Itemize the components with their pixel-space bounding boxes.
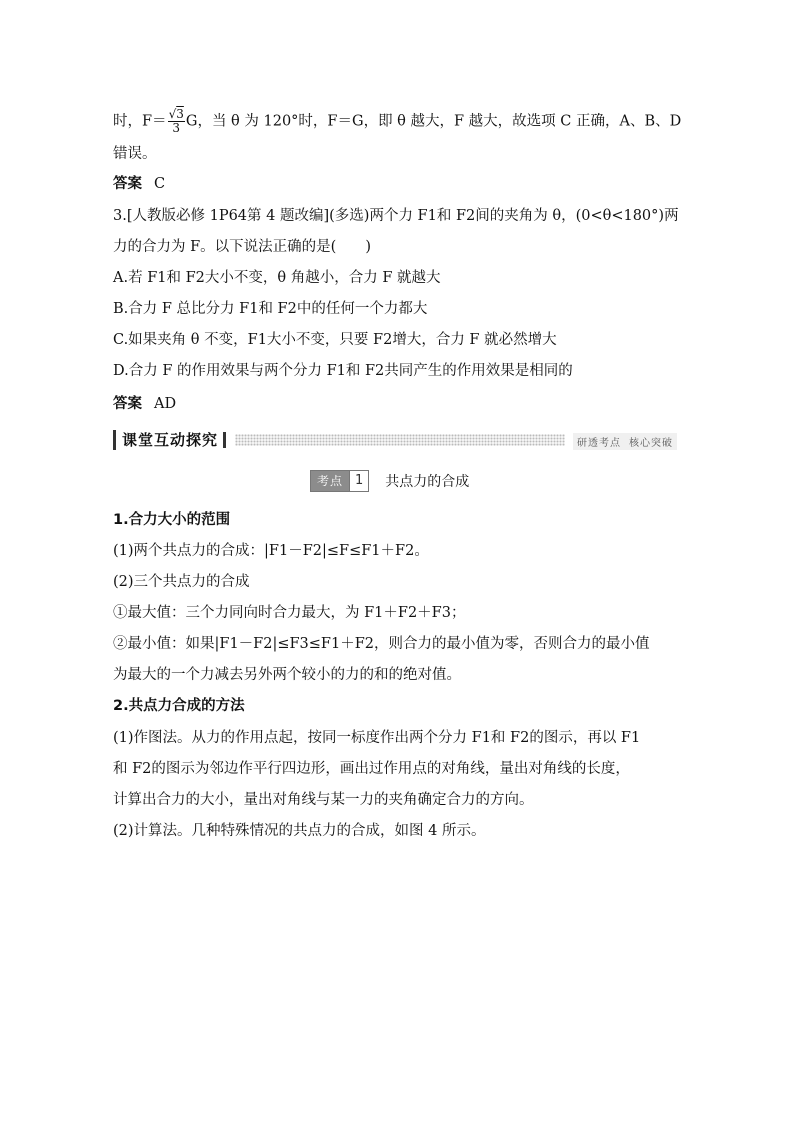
paragraph: ①最大值：三个力同向时合力最大，为 F1＋F2＋F3； bbox=[113, 605, 466, 621]
intro-line-2: 错误。 bbox=[113, 146, 157, 162]
section-title: 课堂互动探究 bbox=[113, 430, 218, 450]
kaodian-number: 1 bbox=[349, 471, 368, 491]
subheading-methods: 2.共点力合成的方法 bbox=[113, 698, 245, 714]
paragraph: 为最大的一个力减去另外两个较小的力的和的绝对值。 bbox=[113, 667, 461, 683]
kaodian-badge bbox=[310, 470, 369, 492]
option-a: A.若 F1和 F2大小不变，θ 角越小，合力 F 就越大 bbox=[113, 270, 441, 286]
section-dotted-divider bbox=[235, 434, 565, 446]
paragraph: (1)两个共点力的合成：|F1－F2|≤F≤F1＋F2。 bbox=[113, 543, 429, 559]
intro-prefix: 时，F＝ bbox=[113, 113, 167, 130]
sqrt3-over-3-fraction: $\frac{√3}{3}$ bbox=[168, 107, 184, 135]
paragraph: ②最小值：如果|F1－F2|≤F3≤F1＋F2，则合力的最小值为零，否则合力的最小值 bbox=[113, 636, 650, 652]
answer-label: 答案 bbox=[113, 395, 142, 412]
answer-value: C bbox=[154, 176, 166, 192]
section-header-bar bbox=[113, 430, 677, 450]
answer-value: AD bbox=[154, 396, 177, 412]
option-b: B.合力 F 总比分力 F1和 F2中的任何一个力都大 bbox=[113, 301, 428, 317]
paragraph: 和 F2的图示为邻边作平行四边形，画出过作用点的对角线，量出对角线的长度， bbox=[113, 761, 630, 777]
kaodian-title: 共点力的合成 bbox=[385, 474, 470, 490]
intro-line-1 bbox=[113, 108, 681, 135]
section-tag: 核心突破 bbox=[629, 438, 673, 449]
kaodian-label: 考点 bbox=[311, 471, 349, 491]
subheading-range: 1.合力大小的范围 bbox=[113, 512, 231, 528]
option-c: C.如果夹角 θ 不变，F1大小不变，只要 F2增大，合力 F 就必然增大 bbox=[113, 332, 557, 348]
paragraph: (1)作图法。从力的作用点起，按同一标度作出两个分力 F1和 F2的图示，再以 F1 bbox=[113, 730, 641, 746]
paragraph: (2)计算法。几种特殊情况的共点力的合成，如图 4 所示。 bbox=[113, 823, 486, 839]
paragraph: (2)三个共点力的合成 bbox=[113, 574, 250, 590]
kaodian-heading bbox=[310, 470, 469, 492]
option-d: D.合力 F 的作用效果与两个分力 F1和 F2共同产生的作用效果是相同的 bbox=[113, 363, 573, 379]
intro-rest: G，当 θ 为 120°时，F＝G，即 θ 越大，F 越大，故选项 C 正确，A、B、D bbox=[185, 113, 682, 130]
question-3-stem-line-2: 力的合力为 F。以下说法正确的是( ) bbox=[113, 239, 371, 255]
question-3-stem-line-1: 3.[人教版必修 1P64第 4 题改编](多选)两个力 F1和 F2间的夹角为 θ，(0<θ<180°)两 bbox=[113, 208, 679, 224]
section-tag: 研透考点 bbox=[577, 438, 621, 449]
answer-2 bbox=[113, 394, 176, 414]
answer-1 bbox=[113, 174, 165, 194]
answer-label: 答案 bbox=[113, 175, 142, 192]
paragraph: 计算出合力的大小，量出对角线与某一力的夹角确定合力的方向。 bbox=[113, 792, 534, 808]
section-tags bbox=[573, 433, 677, 450]
